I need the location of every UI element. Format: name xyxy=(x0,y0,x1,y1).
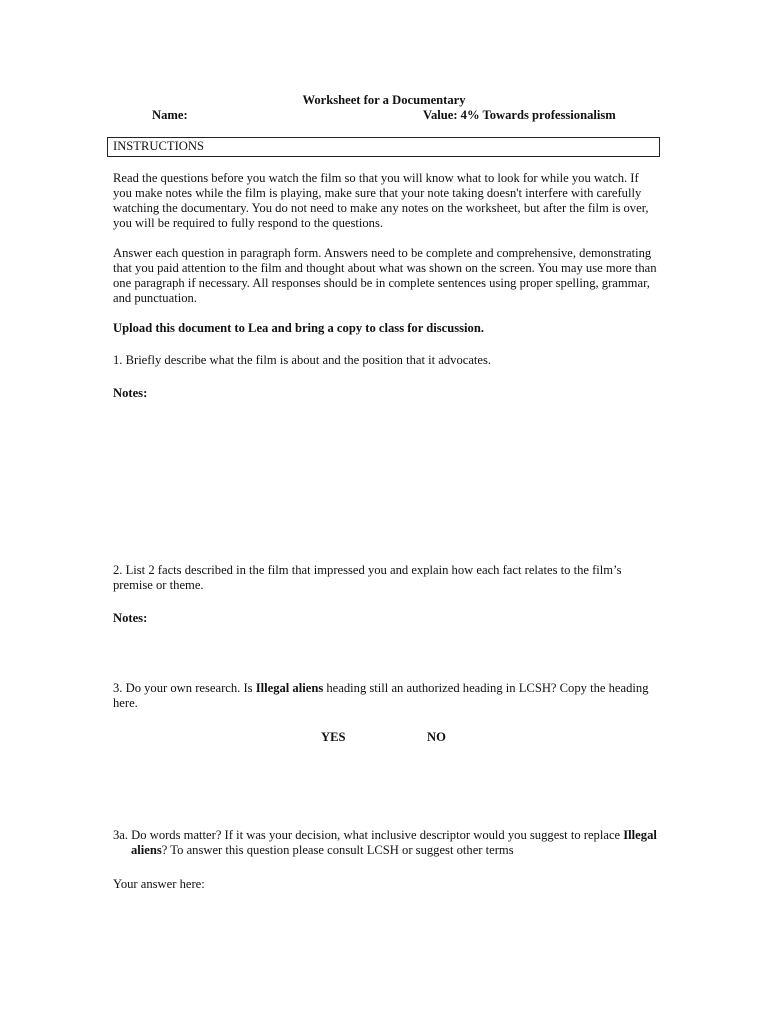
notes-label-1: Notes: xyxy=(113,386,148,400)
question-3-text-start: 3. Do your own research. Is xyxy=(113,681,256,695)
notes-label-2: Notes: xyxy=(113,611,148,625)
question-3a-term: Illegal aliens xyxy=(131,828,657,857)
instructions-heading: INSTRUCTIONS xyxy=(113,139,204,153)
instructions-paragraph-2: Answer each question in paragraph form. Answers need to be complete and comprehensive, demonstrating that you paid attention to the film and thought about what was shown on the screen. You may use more than one paragraph if necessary. All responses should be in complete sentences using proper spelling, grammar, and punctuation. xyxy=(113,246,657,305)
question-3-term: Illegal aliens xyxy=(255,681,324,695)
question-3a-text-start: 3a. Do words matter? If it was your decision, what inclusive descriptor would you suggest to replace xyxy=(113,828,624,842)
question-3 xyxy=(113,681,658,711)
question-1: 1. Briefly describe what the film is about and the position that it advocates. xyxy=(113,353,492,367)
document-title: Worksheet for a Documentary xyxy=(302,93,466,107)
upload-note: Upload this document to Lea and bring a copy to class for discussion. xyxy=(113,321,484,335)
no-option: NO xyxy=(427,730,446,744)
question-3a-text-end: ? To answer this question please consult LCSH or suggest other terms xyxy=(161,843,514,857)
question-3a xyxy=(113,828,658,858)
value-label: Value: 4% Towards professionalism xyxy=(423,108,616,122)
instructions-paragraph-1: Read the questions before you watch the film so that you will know what to look for while you watch. If you make notes while the film is playing, make sure that your note taking doesn't interfere with carefully watching the documentary. You do not need to make any notes on the worksheet, but after the film is over, you will be required to fully respond to the questions. xyxy=(113,171,649,230)
yes-option: YES xyxy=(321,730,346,744)
answer-label: Your answer here: xyxy=(113,877,205,891)
question-3-text-end: heading still an authorized heading in LCSH? Copy the heading here. xyxy=(113,681,649,710)
question-2: 2. List 2 facts described in the film that impressed you and explain how each fact relates to the film’s premise or theme. xyxy=(113,563,622,592)
name-label: Name: xyxy=(152,108,188,122)
instructions-heading-box xyxy=(107,137,660,157)
